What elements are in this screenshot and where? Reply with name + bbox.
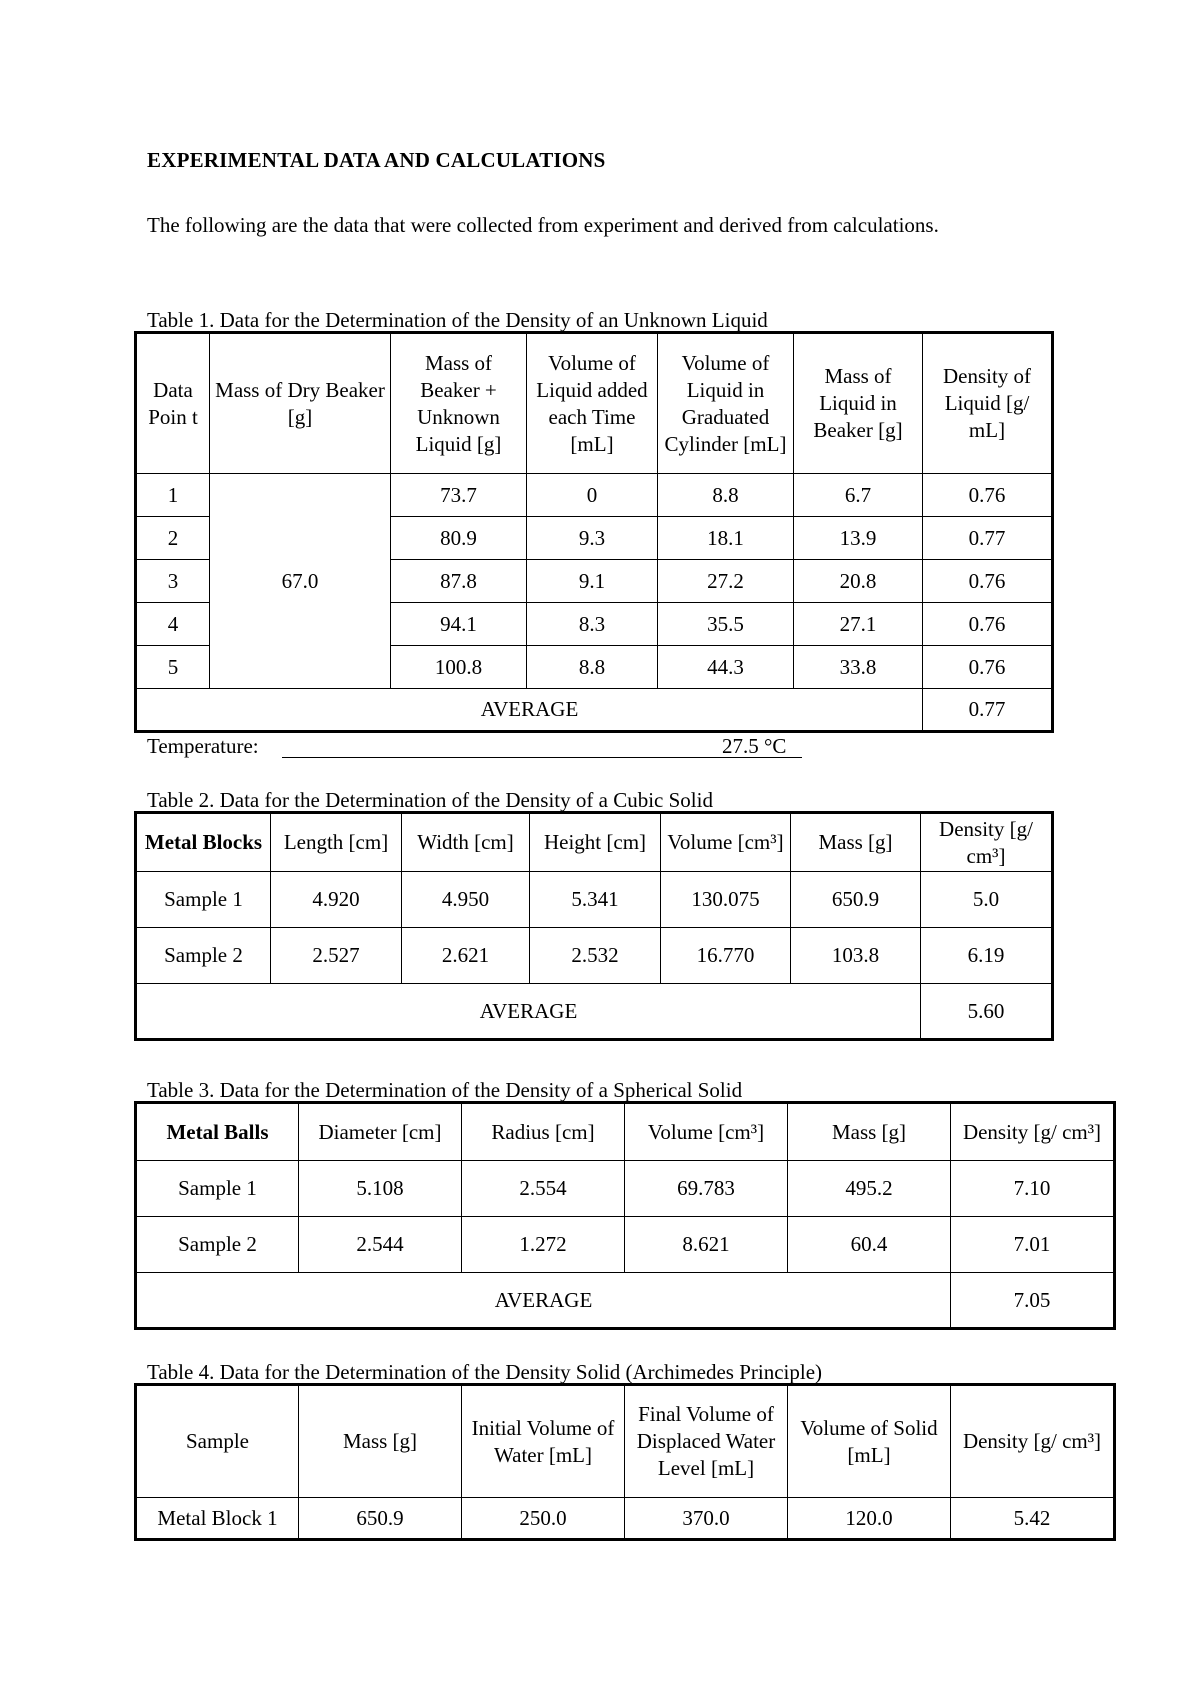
table-cell: 0.77 <box>923 517 1053 560</box>
table-cell: 2.544 <box>299 1217 462 1273</box>
table-cell: 3 <box>136 560 210 603</box>
table3-header-cell: Diameter [cm] <box>299 1103 462 1161</box>
table1-header-row <box>136 333 1053 474</box>
table-cell: 9.1 <box>527 560 658 603</box>
table-cell: 650.9 <box>299 1498 462 1540</box>
table-cell: 8.8 <box>527 646 658 689</box>
table1-header-cell: Mass of Dry Beaker [g] <box>210 333 391 474</box>
table1-liquid-density <box>134 331 1054 733</box>
table-cell: 100.8 <box>391 646 527 689</box>
table-cell: 4.950 <box>402 872 530 928</box>
table-cell: Metal Block 1 <box>136 1498 299 1540</box>
table-cell: 5 <box>136 646 210 689</box>
table-row <box>136 928 1053 984</box>
table2-header-cell: Density [g/ cm³] <box>921 813 1053 872</box>
table2-header-cell: Metal Blocks <box>136 813 271 872</box>
table2-average-row <box>136 984 1053 1040</box>
table-cell: 2.554 <box>462 1161 625 1217</box>
table4-header-cell: Volume of Solid [mL] <box>788 1385 951 1498</box>
table-cell: Sample 1 <box>136 872 271 928</box>
table-cell: 5.0 <box>921 872 1053 928</box>
table-row <box>136 1217 1115 1273</box>
table-cell: 1 <box>136 474 210 517</box>
temperature-value: 27.5 °C <box>722 734 787 758</box>
table-cell: 7.10 <box>951 1161 1115 1217</box>
table1-header-cell: Density of Liquid [g/ mL] <box>923 333 1053 474</box>
table-cell: 0.76 <box>923 560 1053 603</box>
table3-caption: Table 3. Data for the Determination of the Density of a Spherical Solid <box>147 1078 743 1102</box>
table3-header-cell: Metal Balls <box>136 1103 299 1161</box>
table4-header-row <box>136 1385 1115 1498</box>
table3-header-cell: Radius [cm] <box>462 1103 625 1161</box>
average-label: AVERAGE <box>136 689 923 732</box>
table-cell: 9.3 <box>527 517 658 560</box>
table1-average-row <box>136 689 1053 732</box>
table-cell: 0.76 <box>923 603 1053 646</box>
table-cell: 69.783 <box>625 1161 788 1217</box>
table3-header-cell: Volume [cm³] <box>625 1103 788 1161</box>
table-cell: 0 <box>527 474 658 517</box>
table2-caption: Table 2. Data for the Determination of the Density of a Cubic Solid <box>147 788 713 812</box>
table4-caption: Table 4. Data for the Determination of the Density Solid (Archimedes Principle) <box>147 1360 823 1384</box>
table-cell: 87.8 <box>391 560 527 603</box>
average-label: AVERAGE <box>136 1273 951 1329</box>
table-cell: 94.1 <box>391 603 527 646</box>
table-cell: 8.3 <box>527 603 658 646</box>
table4-header-cell: Density [g/ cm³] <box>951 1385 1115 1498</box>
table-cell: 4 <box>136 603 210 646</box>
table-cell: 5.341 <box>530 872 661 928</box>
table3-average-row <box>136 1273 1115 1329</box>
table-cell: Sample 1 <box>136 1161 299 1217</box>
table-cell: 6.19 <box>921 928 1053 984</box>
table-cell: 120.0 <box>788 1498 951 1540</box>
table-cell: 5.42 <box>951 1498 1115 1540</box>
table-cell: 0.76 <box>923 646 1053 689</box>
table1-header-cell: Mass of Liquid in Beaker [g] <box>794 333 923 474</box>
table-cell: Sample 2 <box>136 1217 299 1273</box>
table-cell: 18.1 <box>658 517 794 560</box>
section-heading: EXPERIMENTAL DATA AND CALCULATIONS <box>147 148 606 172</box>
table-cell: 35.5 <box>658 603 794 646</box>
table4-archimedes-density <box>134 1383 1116 1541</box>
table-cell: 2 <box>136 517 210 560</box>
table-cell: 370.0 <box>625 1498 788 1540</box>
table-cell: 250.0 <box>462 1498 625 1540</box>
table4-header-cell: Initial Volume of Water [mL] <box>462 1385 625 1498</box>
table-cell: 650.9 <box>791 872 921 928</box>
table-cell: 27.1 <box>794 603 923 646</box>
table-cell: 80.9 <box>391 517 527 560</box>
table-row <box>136 474 1053 517</box>
average-value: 0.77 <box>923 689 1053 732</box>
table1-caption: Table 1. Data for the Determination of the Density of an Unknown Liquid <box>147 308 768 332</box>
table-cell: 1.272 <box>462 1217 625 1273</box>
average-value: 5.60 <box>921 984 1053 1040</box>
table-cell: 27.2 <box>658 560 794 603</box>
table-cell: 44.3 <box>658 646 794 689</box>
table3-spherical-solid-density <box>134 1101 1116 1330</box>
table-cell: 13.9 <box>794 517 923 560</box>
table-cell: 33.8 <box>794 646 923 689</box>
table2-header-row <box>136 813 1053 872</box>
table4-header-cell: Final Volume of Displaced Water Level [mL] <box>625 1385 788 1498</box>
table-cell: 130.075 <box>661 872 791 928</box>
table1-header-cell: Volume of Liquid in Graduated Cylinder [mL] <box>658 333 794 474</box>
dry-beaker-mass-cell: 67.0 <box>210 474 391 689</box>
table3-header-cell: Mass [g] <box>788 1103 951 1161</box>
table-cell: 0.76 <box>923 474 1053 517</box>
table-cell: 16.770 <box>661 928 791 984</box>
table2-header-cell: Width [cm] <box>402 813 530 872</box>
table-cell: 495.2 <box>788 1161 951 1217</box>
table2-header-cell: Height [cm] <box>530 813 661 872</box>
table2-cubic-solid-density <box>134 811 1054 1041</box>
table-row <box>136 1161 1115 1217</box>
table3-header-cell: Density [g/ cm³] <box>951 1103 1115 1161</box>
table4-header-cell: Mass [g] <box>299 1385 462 1498</box>
table1-header-cell: Data Poin t <box>136 333 210 474</box>
table-row <box>136 872 1053 928</box>
table-cell: 2.527 <box>271 928 402 984</box>
table-cell: 60.4 <box>788 1217 951 1273</box>
table-cell: 4.920 <box>271 872 402 928</box>
table2-header-cell: Volume [cm³] <box>661 813 791 872</box>
table-cell: Sample 2 <box>136 928 271 984</box>
table1-header-cell: Mass of Beaker + Unknown Liquid [g] <box>391 333 527 474</box>
table-row <box>136 1498 1115 1540</box>
table3-header-row <box>136 1103 1115 1161</box>
table-cell: 103.8 <box>791 928 921 984</box>
table-cell: 8.621 <box>625 1217 788 1273</box>
table-cell: 8.8 <box>658 474 794 517</box>
temperature-label: Temperature: <box>147 734 259 758</box>
table-cell: 2.621 <box>402 928 530 984</box>
table-cell: 2.532 <box>530 928 661 984</box>
table2-header-cell: Mass [g] <box>791 813 921 872</box>
table-cell: 6.7 <box>794 474 923 517</box>
table-cell: 5.108 <box>299 1161 462 1217</box>
intro-paragraph: The following are the data that were collected from experiment and derived from calculations. <box>147 213 939 237</box>
table-cell: 20.8 <box>794 560 923 603</box>
table-cell: 7.01 <box>951 1217 1115 1273</box>
table2-header-cell: Length [cm] <box>271 813 402 872</box>
average-value: 7.05 <box>951 1273 1115 1329</box>
average-label: AVERAGE <box>136 984 921 1040</box>
table-cell: 73.7 <box>391 474 527 517</box>
table4-header-cell: Sample <box>136 1385 299 1498</box>
table1-header-cell: Volume of Liquid added each Time [mL] <box>527 333 658 474</box>
